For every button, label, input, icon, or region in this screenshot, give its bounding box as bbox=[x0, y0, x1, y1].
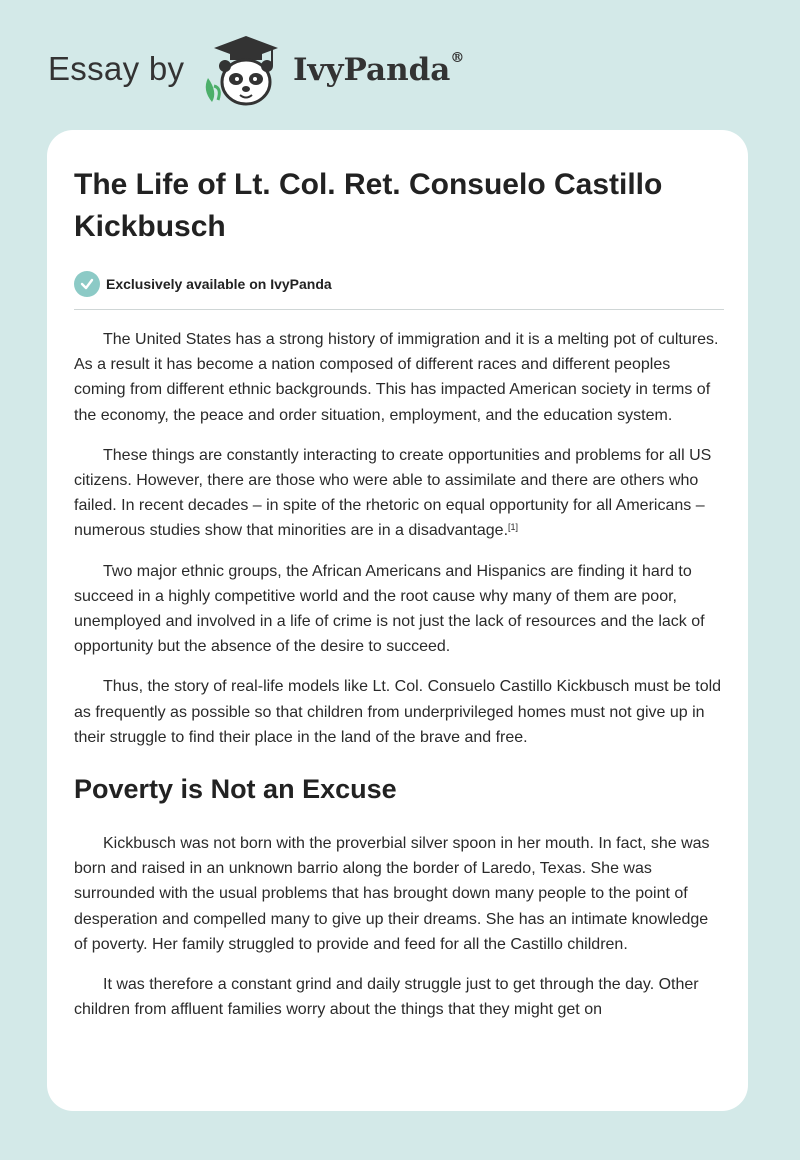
essay-by-label: Essay by bbox=[48, 50, 185, 87]
brand-name[interactable] bbox=[293, 52, 464, 88]
brand-text: IvyPanda bbox=[293, 52, 451, 88]
paragraph: Kickbusch was not born with the proverbial silver spoon in her mouth. In fact, she was born and raised in an unknown barrio along the border of Laredo, Texas. She was surrounded with the usual problems that has brought down many people to the point of desperation and compelled many to give up their dreams. She has an intimate knowledge of poverty. Her family struggled to provide and feed for all the Castillo children. bbox=[74, 835, 710, 953]
paragraph: Thus, the story of real-life models like Lt. Col. Consuelo Castillo Kickbusch must be told as frequently as possible so that children from underprivileged homes must not give up in their struggle to find their place in the land of the brave and free. bbox=[74, 678, 722, 746]
site-header bbox=[0, 0, 800, 130]
paragraph: It was therefore a constant grind and daily struggle just to get through the day. Other children from affluent families worry about the things that they might get on bbox=[74, 976, 699, 1019]
article-title: The Life of Lt. Col. Ret. Consuelo Castillo Kickbusch bbox=[74, 168, 663, 243]
registered-mark: ® bbox=[450, 50, 465, 66]
article-body bbox=[74, 164, 724, 1037]
paragraph-with-footnote bbox=[74, 443, 724, 544]
check-icon bbox=[74, 271, 100, 297]
article-content bbox=[74, 327, 724, 1022]
article-card bbox=[47, 130, 748, 1111]
paragraph: The United States has a strong history of immigration and it is a melting pot of cultures. As a result it has become a nation composed of different races and different peoples coming from different ethnic backgrounds. This has impacted American society in terms of the economy, the peace and order situation, employment, and the education system. bbox=[74, 331, 719, 424]
panda-logo-icon[interactable] bbox=[200, 32, 292, 110]
exclusive-badge-text: Exclusively available on IvyPanda bbox=[106, 276, 332, 292]
footnote-ref[interactable]: [1] bbox=[508, 522, 519, 533]
paragraph-text: These things are constantly interacting to create opportunities and problems for all US citizens. However, there are those who were able to assimilate and there are others who failed. In recent decades – in spite of the rhetoric on equal opportunity for all Americans – numerous studies show that minorities are in a disadvantage. bbox=[74, 446, 712, 540]
section-heading: Poverty is Not an Excuse bbox=[74, 774, 397, 805]
paragraph: Two major ethnic groups, the African Americans and Hispanics are finding it hard to succeed in a highly competitive world and the root cause why many of them are poor, unemployed and involved in a life of crime is not just the lack of resources and the lack of opportunity but the absence of the desire to succeed. bbox=[74, 562, 705, 656]
exclusive-badge bbox=[74, 269, 724, 310]
